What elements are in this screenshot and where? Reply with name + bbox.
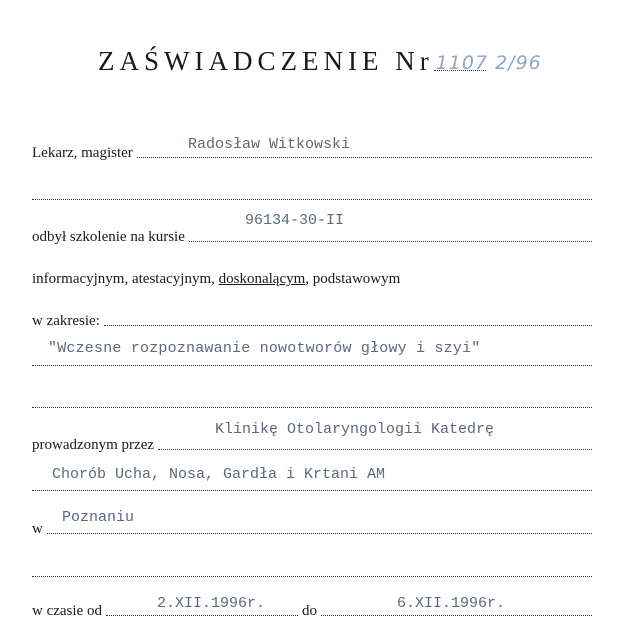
row-course [32,226,592,246]
handwritten-number: 1107 2/96 [435,52,542,74]
number-field [434,52,542,74]
row-blank-1 [32,184,592,204]
lekarz-label: Lekarz, magister [32,145,133,161]
conducted-label: prowadzonym przez [32,437,155,453]
time-label: w czasie od [32,603,102,619]
course-number-value: 96134-30-II [245,212,345,229]
course-type-selected: doskonalącym [218,271,306,287]
conducted-value-2: Chorób Ucha, Nosa, Gardła i Krtani AM [52,466,386,483]
date-to-value: 6.XII.1996r. [397,595,506,612]
in-label: w [32,521,43,537]
row-blank-3 [32,561,592,581]
row-time [32,600,592,620]
conducted-value-1: Klinikę Otolaryngologii Katedrę [215,421,495,438]
to-label: do [301,603,317,619]
title-text: ZAŚWIADCZENIE Nr [98,46,434,76]
document-title [98,46,542,77]
name-value: Radosław Witkowski [188,136,351,153]
scope-label: w zakresie: [32,313,100,329]
row-scope-label [32,310,592,330]
course-type-text: , podstawowym [305,271,401,287]
row-course-types [32,268,592,288]
scope-value: "Wczesne rozpoznawanie nowotworów głowy i szyi" [48,340,481,357]
course-label: odbył szkolenie na kursie [32,229,185,245]
course-type-text: informacyjnym, atestacyjnym, [32,271,219,287]
date-from-value: 2.XII.1996r. [157,595,266,612]
row-blank-2 [32,392,592,412]
city-value: Poznaniu [62,509,135,526]
